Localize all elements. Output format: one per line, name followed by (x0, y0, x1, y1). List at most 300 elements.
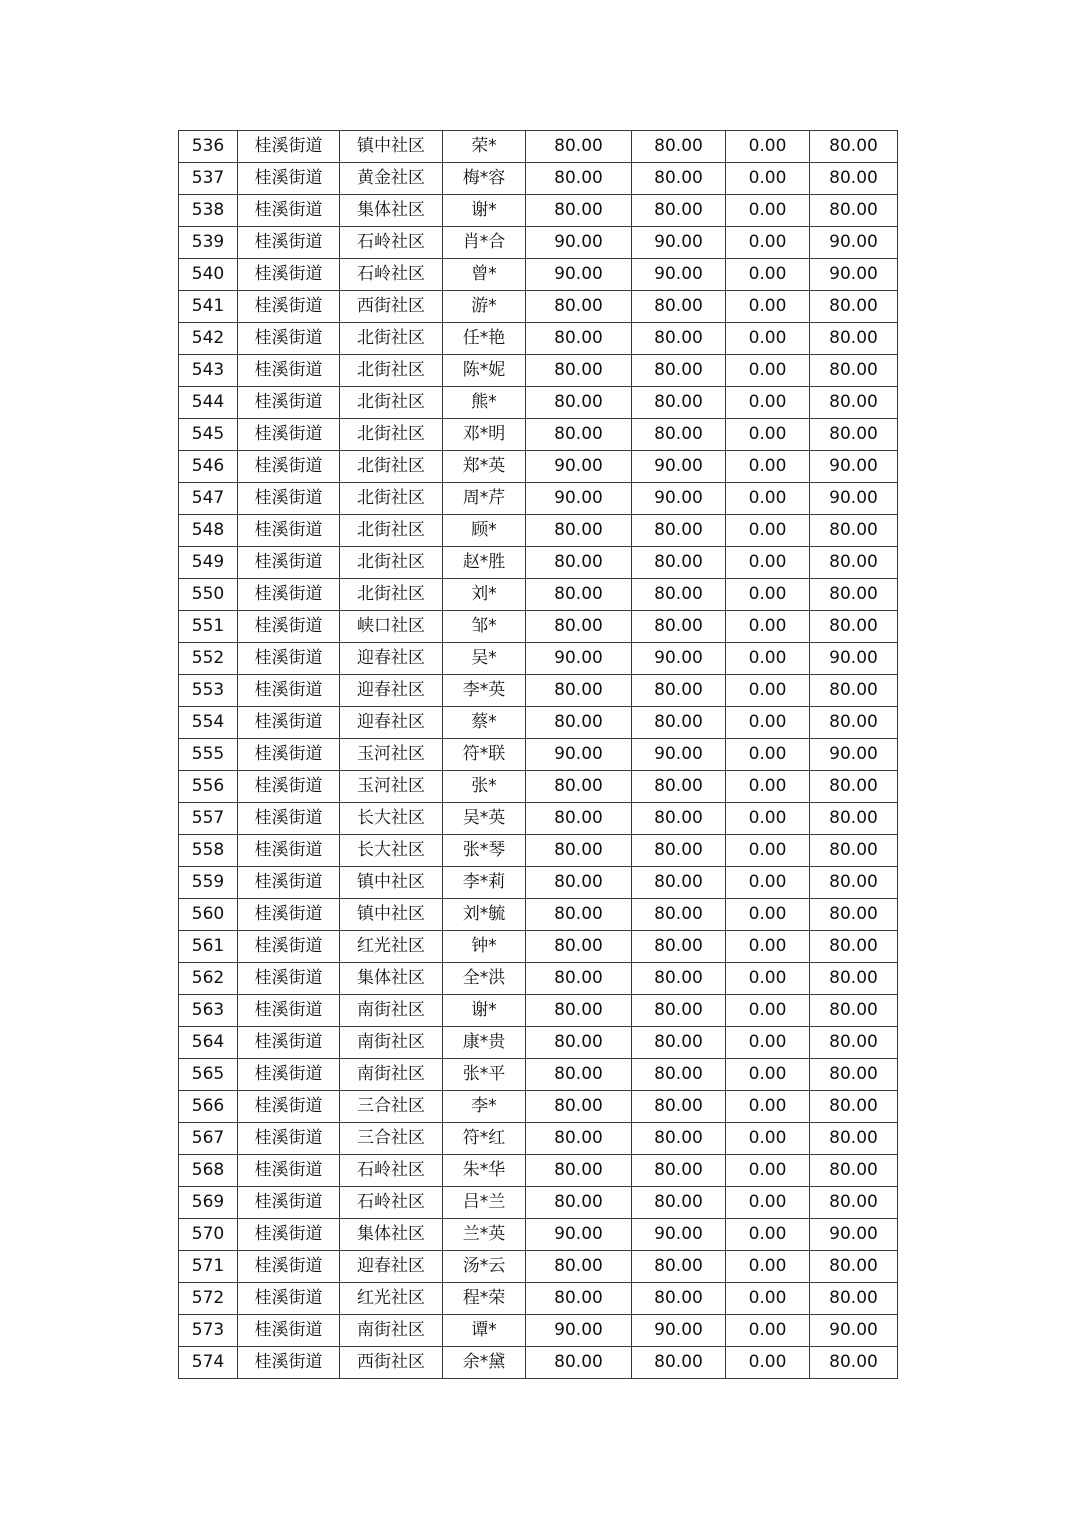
street-cell: 桂溪街道 (238, 547, 340, 579)
table-row (179, 163, 898, 195)
row-number-cell: 573 (179, 1315, 238, 1347)
table-row (179, 579, 898, 611)
amount-cell: 80.00 (632, 1123, 726, 1155)
row-number-cell: 555 (179, 739, 238, 771)
amount-cell: 80.00 (632, 323, 726, 355)
amount-cell: 0.00 (726, 1091, 810, 1123)
row-number-cell: 536 (179, 131, 238, 163)
table-row (179, 291, 898, 323)
row-number-cell: 539 (179, 227, 238, 259)
street-cell: 桂溪街道 (238, 899, 340, 931)
amount-cell: 80.00 (810, 835, 898, 867)
name-cell: 曾* (443, 259, 526, 291)
table-row (179, 1251, 898, 1283)
amount-cell: 80.00 (810, 1347, 898, 1379)
amount-cell: 80.00 (810, 387, 898, 419)
name-cell: 赵*胜 (443, 547, 526, 579)
row-number-cell: 561 (179, 931, 238, 963)
row-number-cell: 562 (179, 963, 238, 995)
table-row (179, 355, 898, 387)
community-cell: 迎春社区 (340, 1251, 443, 1283)
amount-cell: 80.00 (810, 963, 898, 995)
amount-cell: 90.00 (810, 739, 898, 771)
amount-cell: 80.00 (526, 1187, 632, 1219)
amount-cell: 80.00 (810, 1155, 898, 1187)
amount-cell: 80.00 (810, 1059, 898, 1091)
name-cell: 谢* (443, 995, 526, 1027)
amount-cell: 80.00 (526, 867, 632, 899)
street-cell: 桂溪街道 (238, 643, 340, 675)
community-cell: 北街社区 (340, 547, 443, 579)
amount-cell: 80.00 (632, 515, 726, 547)
street-cell: 桂溪街道 (238, 803, 340, 835)
name-cell: 张*平 (443, 1059, 526, 1091)
amount-cell: 0.00 (726, 1155, 810, 1187)
community-cell: 迎春社区 (340, 707, 443, 739)
community-cell: 石岭社区 (340, 259, 443, 291)
amount-cell: 80.00 (810, 931, 898, 963)
row-number-cell: 567 (179, 1123, 238, 1155)
amount-cell: 80.00 (810, 803, 898, 835)
row-number-cell: 551 (179, 611, 238, 643)
amount-cell: 0.00 (726, 163, 810, 195)
amount-cell: 80.00 (632, 1027, 726, 1059)
table-row (179, 1187, 898, 1219)
name-cell: 熊* (443, 387, 526, 419)
amount-cell: 90.00 (632, 483, 726, 515)
street-cell: 桂溪街道 (238, 131, 340, 163)
amount-cell: 80.00 (526, 1123, 632, 1155)
table-row (179, 675, 898, 707)
name-cell: 顾* (443, 515, 526, 547)
amount-cell: 90.00 (632, 1315, 726, 1347)
street-cell: 桂溪街道 (238, 771, 340, 803)
amount-cell: 0.00 (726, 131, 810, 163)
row-number-cell: 563 (179, 995, 238, 1027)
community-cell: 峡口社区 (340, 611, 443, 643)
community-cell: 镇中社区 (340, 131, 443, 163)
amount-cell: 80.00 (810, 1187, 898, 1219)
row-number-cell: 548 (179, 515, 238, 547)
table-row (179, 1059, 898, 1091)
table-row (179, 1315, 898, 1347)
row-number-cell: 558 (179, 835, 238, 867)
name-cell: 吴*英 (443, 803, 526, 835)
amount-cell: 80.00 (810, 291, 898, 323)
table-row (179, 227, 898, 259)
street-cell: 桂溪街道 (238, 483, 340, 515)
amount-cell: 90.00 (526, 451, 632, 483)
table-row (179, 707, 898, 739)
street-cell: 桂溪街道 (238, 739, 340, 771)
amount-cell: 0.00 (726, 1027, 810, 1059)
amount-cell: 80.00 (632, 387, 726, 419)
amount-cell: 80.00 (810, 867, 898, 899)
row-number-cell: 542 (179, 323, 238, 355)
row-number-cell: 554 (179, 707, 238, 739)
amount-cell: 80.00 (632, 195, 726, 227)
table-row (179, 515, 898, 547)
table-row (179, 387, 898, 419)
street-cell: 桂溪街道 (238, 291, 340, 323)
name-cell: 谭* (443, 1315, 526, 1347)
table-row (179, 1283, 898, 1315)
street-cell: 桂溪街道 (238, 867, 340, 899)
amount-cell: 90.00 (810, 1219, 898, 1251)
row-number-cell: 543 (179, 355, 238, 387)
amount-cell: 80.00 (632, 803, 726, 835)
row-number-cell: 537 (179, 163, 238, 195)
amount-cell: 80.00 (810, 611, 898, 643)
row-number-cell: 566 (179, 1091, 238, 1123)
table-row (179, 1123, 898, 1155)
amount-cell: 80.00 (632, 611, 726, 643)
amount-cell: 80.00 (632, 291, 726, 323)
amount-cell: 80.00 (810, 1091, 898, 1123)
amount-cell: 90.00 (526, 259, 632, 291)
amount-cell: 0.00 (726, 707, 810, 739)
community-cell: 迎春社区 (340, 643, 443, 675)
amount-cell: 0.00 (726, 771, 810, 803)
amount-cell: 90.00 (632, 227, 726, 259)
name-cell: 钟* (443, 931, 526, 963)
street-cell: 桂溪街道 (238, 515, 340, 547)
name-cell: 朱*华 (443, 1155, 526, 1187)
name-cell: 谢* (443, 195, 526, 227)
community-cell: 镇中社区 (340, 867, 443, 899)
amount-cell: 0.00 (726, 1283, 810, 1315)
amount-cell: 80.00 (810, 707, 898, 739)
amount-cell: 80.00 (810, 579, 898, 611)
street-cell: 桂溪街道 (238, 451, 340, 483)
row-number-cell: 547 (179, 483, 238, 515)
amount-cell: 80.00 (526, 515, 632, 547)
street-cell: 桂溪街道 (238, 1315, 340, 1347)
name-cell: 兰*英 (443, 1219, 526, 1251)
community-cell: 北街社区 (340, 323, 443, 355)
amount-cell: 0.00 (726, 515, 810, 547)
name-cell: 全*洪 (443, 963, 526, 995)
row-number-cell: 550 (179, 579, 238, 611)
amount-cell: 80.00 (526, 995, 632, 1027)
amount-cell: 80.00 (632, 707, 726, 739)
row-number-cell: 541 (179, 291, 238, 323)
street-cell: 桂溪街道 (238, 707, 340, 739)
table-row (179, 1155, 898, 1187)
community-cell: 玉河社区 (340, 771, 443, 803)
table-row (179, 547, 898, 579)
amount-cell: 80.00 (526, 1155, 632, 1187)
table-row (179, 451, 898, 483)
amount-cell: 80.00 (526, 1091, 632, 1123)
amount-cell: 80.00 (526, 387, 632, 419)
amount-cell: 90.00 (526, 739, 632, 771)
amount-cell: 80.00 (526, 1027, 632, 1059)
amount-cell: 80.00 (632, 1155, 726, 1187)
community-cell: 北街社区 (340, 387, 443, 419)
street-cell: 桂溪街道 (238, 1187, 340, 1219)
amount-cell: 80.00 (526, 1347, 632, 1379)
table-row (179, 1091, 898, 1123)
amount-cell: 90.00 (810, 483, 898, 515)
amount-cell: 80.00 (810, 163, 898, 195)
amount-cell: 80.00 (632, 1187, 726, 1219)
amount-cell: 80.00 (632, 771, 726, 803)
name-cell: 符*红 (443, 1123, 526, 1155)
amount-cell: 90.00 (526, 643, 632, 675)
amount-cell: 0.00 (726, 579, 810, 611)
street-cell: 桂溪街道 (238, 1155, 340, 1187)
street-cell: 桂溪街道 (238, 1219, 340, 1251)
table-body (179, 131, 898, 1379)
amount-cell: 80.00 (810, 1123, 898, 1155)
street-cell: 桂溪街道 (238, 355, 340, 387)
amount-cell: 0.00 (726, 387, 810, 419)
row-number-cell: 556 (179, 771, 238, 803)
amount-cell: 80.00 (810, 1027, 898, 1059)
name-cell: 程*荣 (443, 1283, 526, 1315)
community-cell: 南街社区 (340, 1059, 443, 1091)
amount-cell: 0.00 (726, 195, 810, 227)
amount-cell: 90.00 (526, 483, 632, 515)
community-cell: 玉河社区 (340, 739, 443, 771)
amount-cell: 90.00 (632, 451, 726, 483)
amount-cell: 0.00 (726, 1251, 810, 1283)
amount-cell: 0.00 (726, 1315, 810, 1347)
name-cell: 荣* (443, 131, 526, 163)
amount-cell: 80.00 (526, 195, 632, 227)
amount-cell: 80.00 (810, 1283, 898, 1315)
amount-cell: 80.00 (632, 1283, 726, 1315)
table-row (179, 419, 898, 451)
table-row (179, 483, 898, 515)
amount-cell: 80.00 (632, 995, 726, 1027)
amount-cell: 0.00 (726, 355, 810, 387)
table-row (179, 323, 898, 355)
street-cell: 桂溪街道 (238, 1251, 340, 1283)
amount-cell: 0.00 (726, 995, 810, 1027)
amount-cell: 0.00 (726, 323, 810, 355)
street-cell: 桂溪街道 (238, 163, 340, 195)
street-cell: 桂溪街道 (238, 1059, 340, 1091)
table-row (179, 259, 898, 291)
amount-cell: 80.00 (526, 131, 632, 163)
amount-cell: 80.00 (810, 355, 898, 387)
name-cell: 郑*英 (443, 451, 526, 483)
community-cell: 黄金社区 (340, 163, 443, 195)
community-cell: 北街社区 (340, 579, 443, 611)
community-cell: 南街社区 (340, 995, 443, 1027)
row-number-cell: 559 (179, 867, 238, 899)
community-cell: 红光社区 (340, 1283, 443, 1315)
row-number-cell: 560 (179, 899, 238, 931)
community-cell: 红光社区 (340, 931, 443, 963)
amount-cell: 80.00 (632, 1059, 726, 1091)
community-cell: 北街社区 (340, 419, 443, 451)
community-cell: 集体社区 (340, 963, 443, 995)
amount-cell: 0.00 (726, 899, 810, 931)
name-cell: 蔡* (443, 707, 526, 739)
amount-cell: 80.00 (526, 771, 632, 803)
amount-cell: 0.00 (726, 803, 810, 835)
community-cell: 石岭社区 (340, 227, 443, 259)
community-cell: 北街社区 (340, 483, 443, 515)
amount-cell: 0.00 (726, 739, 810, 771)
table-row (179, 1027, 898, 1059)
amount-cell: 0.00 (726, 1187, 810, 1219)
data-table (178, 130, 898, 1379)
amount-cell: 80.00 (526, 899, 632, 931)
community-cell: 西街社区 (340, 1347, 443, 1379)
amount-cell: 80.00 (810, 771, 898, 803)
table-row (179, 771, 898, 803)
street-cell: 桂溪街道 (238, 419, 340, 451)
name-cell: 符*联 (443, 739, 526, 771)
amount-cell: 0.00 (726, 1219, 810, 1251)
amount-cell: 80.00 (810, 131, 898, 163)
amount-cell: 90.00 (632, 643, 726, 675)
amount-cell: 90.00 (632, 259, 726, 291)
street-cell: 桂溪街道 (238, 227, 340, 259)
street-cell: 桂溪街道 (238, 387, 340, 419)
street-cell: 桂溪街道 (238, 259, 340, 291)
amount-cell: 80.00 (526, 611, 632, 643)
amount-cell: 0.00 (726, 483, 810, 515)
street-cell: 桂溪街道 (238, 931, 340, 963)
table-row (179, 611, 898, 643)
amount-cell: 80.00 (526, 579, 632, 611)
amount-cell: 80.00 (632, 579, 726, 611)
amount-cell: 80.00 (526, 835, 632, 867)
amount-cell: 80.00 (632, 835, 726, 867)
amount-cell: 80.00 (632, 1251, 726, 1283)
amount-cell: 80.00 (810, 195, 898, 227)
street-cell: 桂溪街道 (238, 1123, 340, 1155)
community-cell: 迎春社区 (340, 675, 443, 707)
amount-cell: 80.00 (810, 547, 898, 579)
amount-cell: 80.00 (526, 163, 632, 195)
street-cell: 桂溪街道 (238, 195, 340, 227)
street-cell: 桂溪街道 (238, 995, 340, 1027)
amount-cell: 80.00 (632, 1091, 726, 1123)
amount-cell: 80.00 (632, 163, 726, 195)
amount-cell: 80.00 (526, 1059, 632, 1091)
name-cell: 吴* (443, 643, 526, 675)
street-cell: 桂溪街道 (238, 1347, 340, 1379)
row-number-cell: 569 (179, 1187, 238, 1219)
name-cell: 吕*兰 (443, 1187, 526, 1219)
amount-cell: 0.00 (726, 451, 810, 483)
community-cell: 北街社区 (340, 515, 443, 547)
amount-cell: 80.00 (526, 547, 632, 579)
street-cell: 桂溪街道 (238, 1091, 340, 1123)
amount-cell: 80.00 (810, 323, 898, 355)
amount-cell: 80.00 (526, 419, 632, 451)
table-row (179, 899, 898, 931)
amount-cell: 90.00 (526, 1315, 632, 1347)
name-cell: 游* (443, 291, 526, 323)
row-number-cell: 552 (179, 643, 238, 675)
name-cell: 肖*合 (443, 227, 526, 259)
name-cell: 邹* (443, 611, 526, 643)
amount-cell: 80.00 (526, 931, 632, 963)
name-cell: 张* (443, 771, 526, 803)
amount-cell: 0.00 (726, 547, 810, 579)
amount-cell: 80.00 (810, 515, 898, 547)
amount-cell: 80.00 (810, 1251, 898, 1283)
name-cell: 李*莉 (443, 867, 526, 899)
amount-cell: 0.00 (726, 963, 810, 995)
street-cell: 桂溪街道 (238, 611, 340, 643)
amount-cell: 80.00 (526, 963, 632, 995)
amount-cell: 0.00 (726, 835, 810, 867)
name-cell: 陈*妮 (443, 355, 526, 387)
row-number-cell: 540 (179, 259, 238, 291)
amount-cell: 0.00 (726, 643, 810, 675)
amount-cell: 0.00 (726, 867, 810, 899)
community-cell: 北街社区 (340, 355, 443, 387)
row-number-cell: 570 (179, 1219, 238, 1251)
table-row (179, 195, 898, 227)
amount-cell: 90.00 (632, 739, 726, 771)
name-cell: 任*艳 (443, 323, 526, 355)
amount-cell: 90.00 (810, 643, 898, 675)
amount-cell: 80.00 (526, 707, 632, 739)
row-number-cell: 544 (179, 387, 238, 419)
row-number-cell: 574 (179, 1347, 238, 1379)
name-cell: 余*黛 (443, 1347, 526, 1379)
name-cell: 刘*毓 (443, 899, 526, 931)
street-cell: 桂溪街道 (238, 579, 340, 611)
amount-cell: 80.00 (632, 675, 726, 707)
amount-cell: 80.00 (526, 1251, 632, 1283)
name-cell: 李*英 (443, 675, 526, 707)
amount-cell: 0.00 (726, 611, 810, 643)
amount-cell: 0.00 (726, 1347, 810, 1379)
row-number-cell: 564 (179, 1027, 238, 1059)
name-cell: 汤*云 (443, 1251, 526, 1283)
amount-cell: 0.00 (726, 931, 810, 963)
community-cell: 南街社区 (340, 1315, 443, 1347)
amount-cell: 0.00 (726, 259, 810, 291)
amount-cell: 0.00 (726, 675, 810, 707)
community-cell: 三合社区 (340, 1091, 443, 1123)
row-number-cell: 572 (179, 1283, 238, 1315)
table-row (179, 1347, 898, 1379)
street-cell: 桂溪街道 (238, 323, 340, 355)
community-cell: 石岭社区 (340, 1155, 443, 1187)
row-number-cell: 549 (179, 547, 238, 579)
amount-cell: 90.00 (526, 227, 632, 259)
amount-cell: 90.00 (810, 451, 898, 483)
community-cell: 北街社区 (340, 451, 443, 483)
street-cell: 桂溪街道 (238, 963, 340, 995)
amount-cell: 90.00 (810, 1315, 898, 1347)
amount-cell: 90.00 (810, 227, 898, 259)
community-cell: 集体社区 (340, 1219, 443, 1251)
table-row (179, 739, 898, 771)
community-cell: 镇中社区 (340, 899, 443, 931)
amount-cell: 80.00 (632, 899, 726, 931)
community-cell: 三合社区 (340, 1123, 443, 1155)
amount-cell: 80.00 (632, 419, 726, 451)
row-number-cell: 538 (179, 195, 238, 227)
amount-cell: 80.00 (526, 803, 632, 835)
name-cell: 李* (443, 1091, 526, 1123)
table-row (179, 963, 898, 995)
table-row (179, 931, 898, 963)
amount-cell: 0.00 (726, 1123, 810, 1155)
